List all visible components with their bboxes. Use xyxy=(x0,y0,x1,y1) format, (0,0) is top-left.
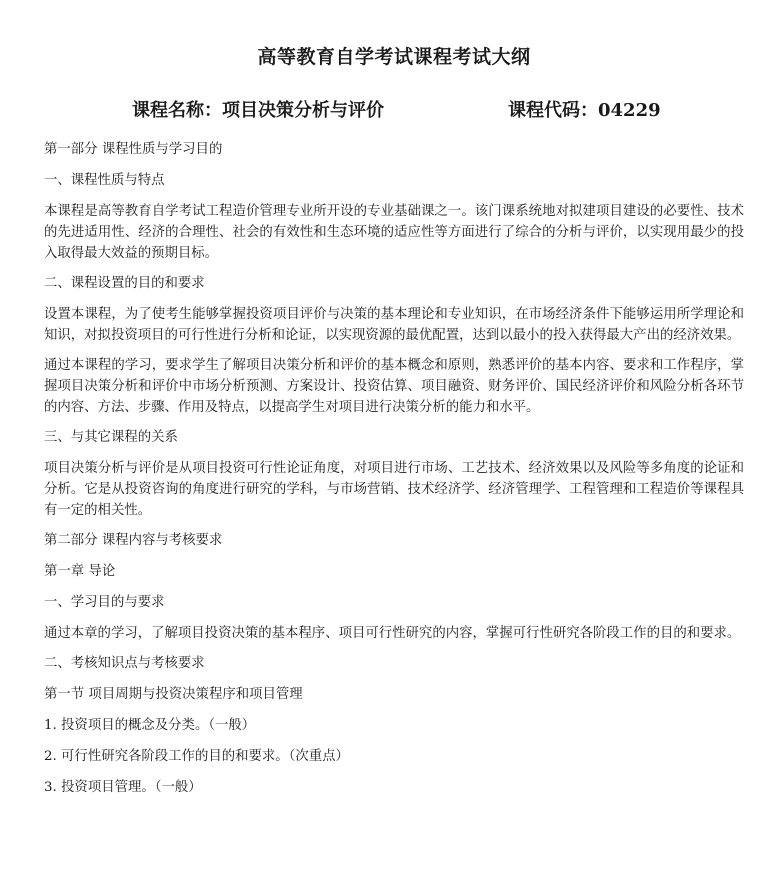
subsection1-heading: 第一节 项目周期与投资决策程序和项目管理 xyxy=(44,687,303,702)
section1-heading: 一、课程性质与特点 xyxy=(44,173,165,188)
part1-heading: 第一部分 课程性质与学习目的 xyxy=(44,142,223,157)
part2-heading: 第二部分 课程内容与考核要求 xyxy=(44,533,223,548)
course-name: 课程名称：项目决策分析与评价 xyxy=(132,100,384,121)
section1-paragraph: 本课程是高等教育自学考试工程造价管理专业所开设的专业基础课之一。该门课系统地对拟建项目建设的必要性、技术的先进适用性、经济的合理性、社会的有效性和生态环境的适应性等方面进行了综合的分析与评价，以实现用最少的投入取得最大效益的预期目标。 xyxy=(44,204,744,261)
chapter1-heading: 第一章 导论 xyxy=(44,564,116,579)
chapter1-section1-heading: 一、学习目的与要求 xyxy=(44,595,165,610)
section2-paragraph-2: 通过本课程的学习，要求学生了解项目决策分析和评价的基本概念和原则，熟悉评价的基本内容、要求和工作程序，掌握项目决策分析和评价中市场分析预测、方案设计、投资估算、项目融资、财务评价、国民经济评价和风险分析各环节的内容、方法、步骤、作用及特点，以提高学生对项目进行决策分析的能力和水平。 xyxy=(44,358,744,415)
section2-paragraph-1: 设置本课程，为了使考生能够掌握投资项目评价与决策的基本理论和专业知识，在市场经济条件下能够运用所学理论和知识，对拟投资项目的可行性进行分析和论证，以实现资源的最优配置，达到以最小的投入获得最大产出的经济效果。 xyxy=(44,307,744,343)
section3-heading: 三、与其它课程的关系 xyxy=(44,430,178,445)
document-body xyxy=(44,139,744,808)
section3-paragraph: 项目决策分析与评价是从项目投资可行性论证角度，对项目进行市场、工艺技术、经济效果以及风险等多角度的论证和分析。它是从投资咨询的角度进行研究的学科，与市场营销、技术经济学、经济管理学、工程管理和工程造价等课程具有一定的相关性。 xyxy=(44,461,744,518)
course-code: 课程代码：04229 xyxy=(508,100,661,121)
section2-heading: 二、课程设置的目的和要求 xyxy=(44,276,205,291)
list-item: 2. 可行性研究各阶段工作的目的和要求。（次重点） xyxy=(44,749,349,764)
list-item: 3. 投资项目管理。（一般） xyxy=(44,780,202,795)
list-item: 1. 投资项目的概念及分类。（一般） xyxy=(44,718,256,733)
course-info-line xyxy=(132,96,692,122)
document-title: 高等教育自学考试课程考试大纲 xyxy=(257,46,531,68)
chapter1-section1-paragraph: 通过本章的学习，了解项目投资决策的基本程序、项目可行性研究的内容，掌握可行性研究各阶段工作的目的和要求。 xyxy=(44,626,741,641)
chapter1-section2-heading: 二、考核知识点与考核要求 xyxy=(44,656,205,671)
